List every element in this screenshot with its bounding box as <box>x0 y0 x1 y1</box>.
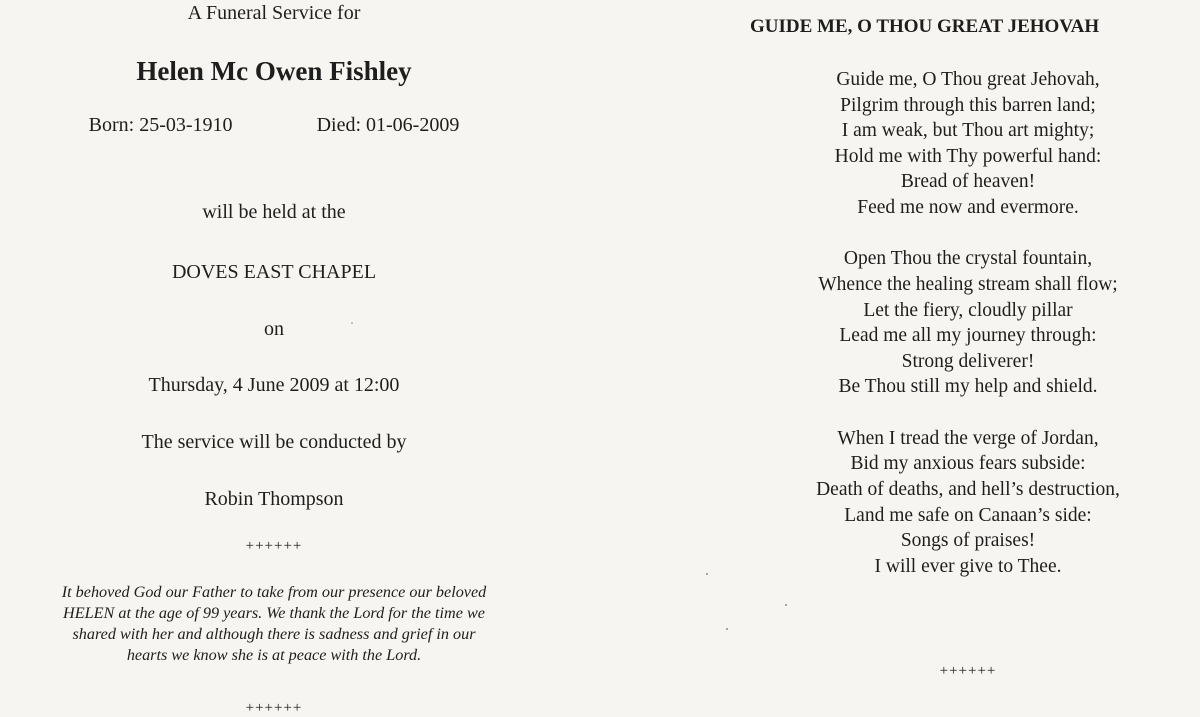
separator: ++++++ <box>939 663 997 679</box>
service-datetime: Thursday, 4 June 2009 at 12:00 <box>148 374 400 396</box>
hymn-line: Land me safe on Canaan’s side: <box>844 504 1092 526</box>
scan-speck <box>785 604 787 606</box>
hymn-line: I will ever give to Thee. <box>874 555 1062 577</box>
conducted-by-text: The service will be conducted by <box>141 431 407 453</box>
life-dates <box>0 114 548 137</box>
service-details-page <box>0 0 548 716</box>
hymn-title: GUIDE ME, O THOU GREAT JEHOVAH <box>750 16 1100 37</box>
scan-speck <box>726 628 728 630</box>
hymn-line: Let the fiery, cloudly pillar <box>863 299 1073 321</box>
tribute-line: hearts we know she is at peace with the Lord. <box>126 646 422 664</box>
held-at-text: will be held at the <box>202 201 346 223</box>
hymn-line: Lead me all my journey through: <box>839 325 1097 347</box>
hymn-line: Be Thou still my help and shield. <box>838 376 1098 398</box>
hymn-verse <box>736 426 1200 580</box>
hymn-line: Open Thou the crystal fountain, <box>843 248 1093 270</box>
hymn-line: Death of deaths, and hell’s destruction, <box>816 478 1120 500</box>
hymn-page <box>736 0 1200 712</box>
scan-speck <box>351 322 353 324</box>
on-text: on <box>264 318 284 340</box>
tribute-line: HELEN at the age of 99 years. We thank the Lord for the time we <box>63 604 485 622</box>
tribute-text <box>0 582 548 666</box>
tribute-line: shared with her and although there is sadness and grief in our <box>72 625 476 643</box>
hymn-line: Strong deliverer! <box>901 350 1035 372</box>
hymn-line: Pilgrim through this barren land; <box>840 94 1096 116</box>
hymn-line: Feed me now and evermore. <box>857 196 1079 218</box>
hymn-line: Hold me with Thy powerful hand: <box>834 145 1102 167</box>
hymn-line: Songs of praises! <box>900 530 1036 552</box>
separator: ++++++ <box>245 700 303 716</box>
tribute-line: It behoved God our Father to take from our presence our beloved <box>61 583 487 601</box>
deceased-name: Helen Mc Owen Fishley <box>136 56 412 86</box>
hymn-verse <box>736 67 1200 221</box>
hymn-line: Guide me, O Thou great Jehovah, <box>836 69 1100 90</box>
hymn-line: Bid my anxious fears subside: <box>850 453 1086 475</box>
hymn-verse <box>736 246 1200 400</box>
hymn-line: I am weak, but Thou art mighty; <box>841 120 1095 142</box>
scan-speck <box>706 573 708 575</box>
separator: ++++++ <box>245 538 303 554</box>
venue-name: DOVES EAST CHAPEL <box>171 261 377 283</box>
hymn-line: When I tread the verge of Jordan, <box>837 427 1099 449</box>
service-intro: A Funeral Service for <box>187 2 361 24</box>
hymn-verses <box>736 67 1200 605</box>
officiant-name: Robin Thompson <box>204 488 344 510</box>
died-date: Died: 01-06-2009 <box>316 114 460 136</box>
born-date: Born: 25-03-1910 <box>88 114 233 136</box>
hymn-line: Whence the healing stream shall flow; <box>818 273 1118 295</box>
hymn-line: Bread of heaven! <box>900 171 1036 193</box>
